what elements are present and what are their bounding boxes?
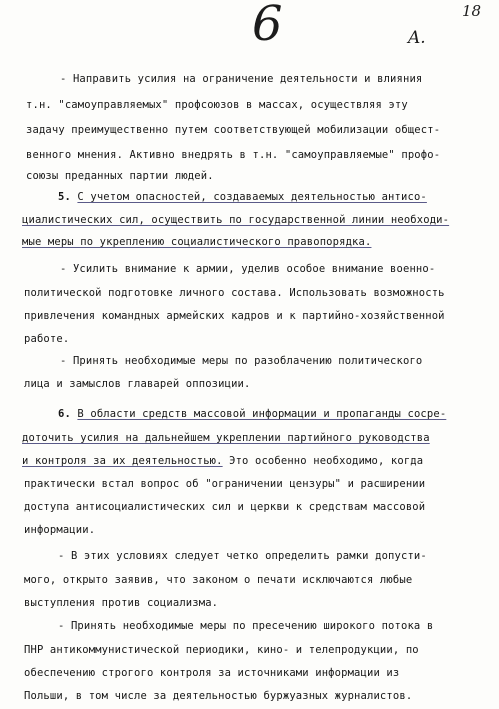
text-line xyxy=(58,550,427,563)
line-text: - Принять необходимые меры по пресечению широкого потока в xyxy=(58,620,434,632)
line-text: работе. xyxy=(24,333,70,345)
text-line xyxy=(60,73,422,86)
text-line xyxy=(22,236,371,249)
line-text: информации. xyxy=(24,524,96,536)
text-line xyxy=(26,99,408,112)
text-line xyxy=(22,432,430,445)
text-line xyxy=(24,644,419,657)
underlined-text: В области средств массовой информации и пропаганды сосре- xyxy=(77,408,447,420)
text-line xyxy=(26,149,440,162)
underlined-text: доточить усилия на дальнейшем укреплении партийного руководства xyxy=(22,432,430,444)
line-text: задачу преимущественно путем соответствующей мобилизации общест- xyxy=(26,124,441,136)
text-line xyxy=(24,597,218,610)
text-line xyxy=(24,667,399,680)
line-text: доступа антисоциалистических сил и церкви к средствам массовой xyxy=(24,501,426,513)
line-text: т.н. "самоуправляемых" профсоюзов в массах, осуществляя эту xyxy=(26,99,408,111)
text-line xyxy=(58,408,446,421)
line-text: союзы преданных партии людей. xyxy=(26,170,214,182)
underlined-text: мые меры по укреплению социалистического правопорядка. xyxy=(22,236,372,248)
underlined-text: циалистических сил, осуществить по государственной линии необходи- xyxy=(22,214,450,226)
line-text: - Усилить внимание к армии, уделив особое внимание военно- xyxy=(60,263,436,275)
line-text: выступления против социализма. xyxy=(24,597,219,609)
line-text: привлечения командных армейских кадров и к партийно-хозяйственной xyxy=(24,310,445,322)
text-line xyxy=(22,455,423,468)
text-line xyxy=(58,191,427,204)
line-text: Польши, в том числе за деятельностью буржуазных журналистов. xyxy=(24,690,413,702)
text-line xyxy=(24,501,425,514)
line-text: обеспечению строгого контроля за источниками информации из xyxy=(24,667,400,679)
underlined-text: С учетом опасностей, создаваемых деятельностью антисо- xyxy=(77,191,427,203)
text-line xyxy=(24,333,69,346)
line-text: политической подготовке личного состава. Использовать возможность xyxy=(24,287,445,299)
text-line xyxy=(24,524,95,537)
text-line xyxy=(22,214,449,227)
line-text: ПНР антикоммунистической периодики, кино- и телепродукции, по xyxy=(24,644,419,656)
section-number: 6. xyxy=(58,408,78,420)
text-line xyxy=(24,310,445,323)
text-line xyxy=(24,574,412,587)
underlined-text: и контроля за их деятельностью. xyxy=(22,455,223,467)
text-line xyxy=(26,124,440,137)
text-line xyxy=(60,355,422,368)
line-text: - Направить усилия на ограничение деятельности и влияния xyxy=(60,73,423,85)
text-line xyxy=(24,378,251,391)
line-text: - Принять необходимые меры по разоблачению политического xyxy=(60,355,423,367)
handwritten-corner-mark: A. xyxy=(408,28,426,48)
handwritten-page-number: 6 xyxy=(252,0,283,52)
text-line xyxy=(60,263,435,276)
text-line xyxy=(24,478,425,491)
text-line xyxy=(26,170,214,183)
line-text: мого, открыто заявив, что законом о печати исключаются любые xyxy=(24,574,413,586)
line-text: лица и замыслов главарей оппозиции. xyxy=(24,378,251,390)
text-line xyxy=(24,690,412,703)
line-text: венного мнения. Активно внедрять в т.н. "самоуправляемые" профо- xyxy=(26,149,441,161)
text-line xyxy=(58,620,433,633)
folio-number: 18 xyxy=(462,2,482,20)
line-text: Это особенно необходимо, когда xyxy=(222,455,424,467)
text-line xyxy=(24,287,445,300)
section-number: 5. xyxy=(58,191,78,203)
line-text: - В этих условиях следует четко определить рамки допусти- xyxy=(58,550,427,562)
line-text: практически встал вопрос об "ограничении цензуры" и расширении xyxy=(24,478,426,490)
